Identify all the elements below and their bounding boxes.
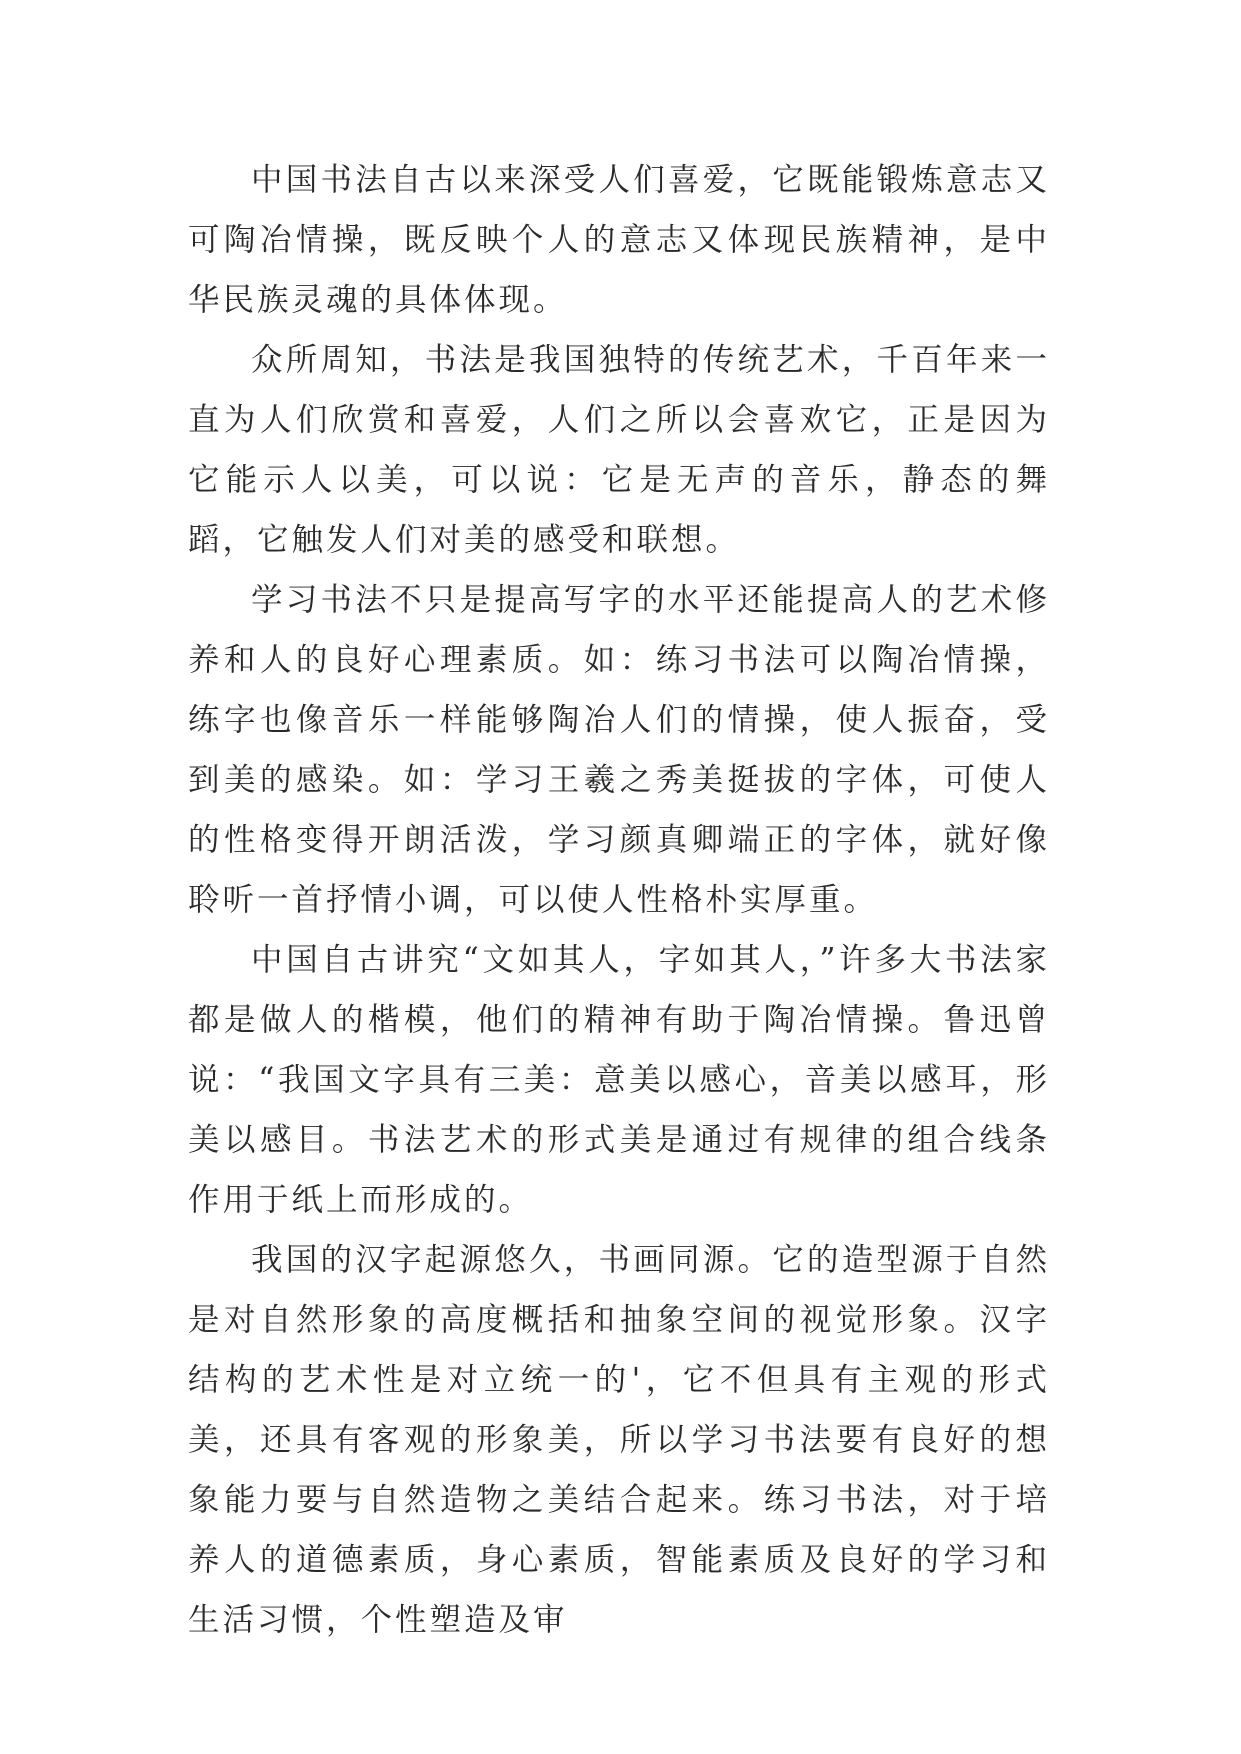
paragraph-5: 我国的汉字起源悠久，书画同源。它的造型源于自然是对自然形象的高度概括和抽象空间的视觉形象。汉字结构的艺术性是对立统一的'，它不但具有主观的形式美，还具有客观的形象美，所以学习书法要有良好的想象能力要与自然造物之美结合起来。练习书法，对于培养人的道德素质，身心素质，智能素质及良好的学习和生活习惯，个性塑造及审 <box>188 1242 1050 1638</box>
paragraph-3: 学习书法不只是提高写字的水平还能提高人的艺术修养和人的良好心理素质。如：练习书法可以陶冶情操，练字也像音乐一样能够陶冶人们的情操，使人振奋，受到美的感染。如：学习王羲之秀美挺拔的字体，可使人的性格变得开朗活泼，学习颜真卿端正的字体，就好像聆听一首抒情小调，可以使人性格朴实厚重。 <box>188 582 1050 918</box>
paragraph-4: 中国自古讲究“文如其人，字如其人，”许多大书法家都是做人的楷模，他们的精神有助于陶冶情操。鲁迅曾说：“我国文字具有三美：意美以感心，音美以感耳，形美以感目。书法艺术的形式美是通过有规律的组合线条作用于纸上而形成的。 <box>188 942 1050 1218</box>
document-body <box>188 150 1050 1650</box>
paragraph-1: 中国书法自古以来深受人们喜爱，它既能锻炼意志又可陶冶情操，既反映个人的意志又体现民族精神，是中华民族灵魂的具体体现。 <box>188 162 1050 318</box>
paragraph-2: 众所周知，书法是我国独特的传统艺术，千百年来一直为人们欣赏和喜爱，人们之所以会喜欢它，正是因为它能示人以美，可以说：它是无声的音乐，静态的舞蹈，它触发人们对美的感受和联想。 <box>188 342 1050 558</box>
